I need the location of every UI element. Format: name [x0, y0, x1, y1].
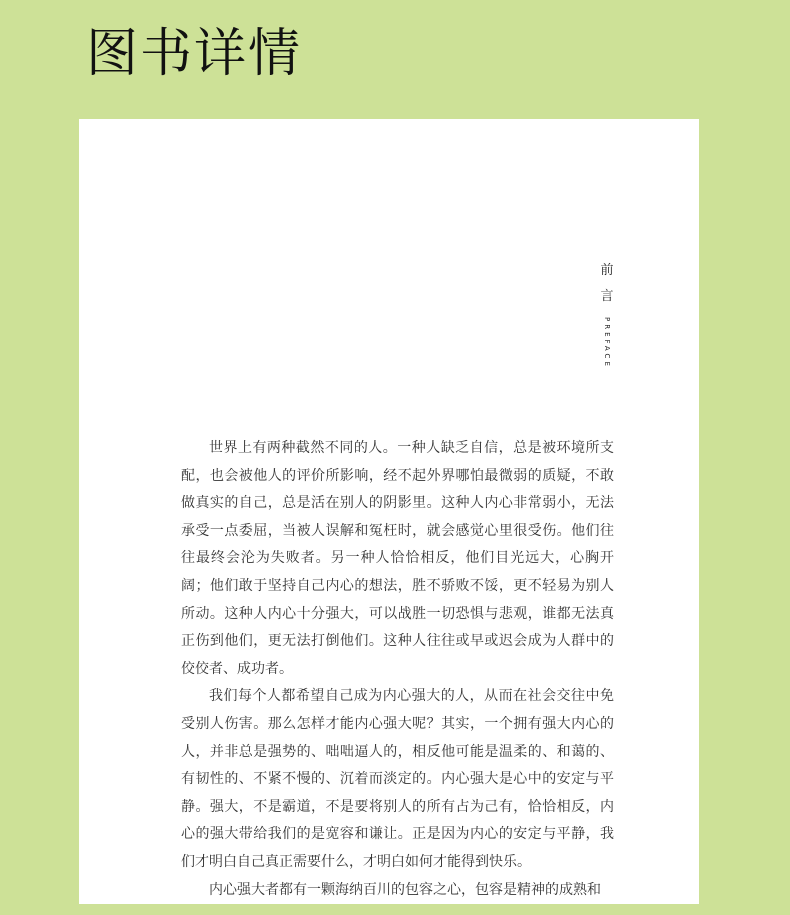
preface-body	[181, 435, 614, 904]
preface-heading	[597, 263, 617, 369]
paragraph: 内心强大者都有一颗海纳百川的包容之心，包容是精神的成熟和	[209, 881, 601, 898]
preface-char-2: 言	[600, 289, 614, 304]
book-page	[79, 119, 699, 904]
paragraph: 我们每个人都希望自己成为内心强大的人，从而在社会交往中免受别人伤害。那么怎样才能内心强大呢？其实，一个拥有强大内心的人，并非总是强势的、咄咄逼人的，相反他可能是温柔的、和蔼的、有韧性的、不紧不慢的、沉着而淡定的。内心强大是心中的安定与平静。强大，不是霸道，不是要将别人的所有占为己有，恰恰相反，内心的强大带给我们的是宽容和谦让。正是因为内心的安定与平静，我们才明白自己真正需要什么，才明白如何才能得到快乐。	[181, 688, 614, 870]
paragraph: 世界上有两种截然不同的人。一种人缺乏自信，总是被环境所支配，也会被他人的评价所影响，经不起外界哪怕最微弱的质疑，不敢做真实的自己，总是活在别人的阴影里。这种人内心非常弱小，无法承受一点委屈，当被人误解和冤枉时，就会感觉心里很受伤。他们往往最终会沦为失败者。另一种人恰恰相反，他们目光远大，心胸开阔；他们敢于坚持自己内心的想法，胜不骄败不馁，更不轻易为别人所动。这种人内心十分强大，可以战胜一切恐惧与悲观，谁都无法真正伤到他们，更无法打倒他们。这种人往往或早或迟会成为人群中的佼佼者、成功者。	[181, 440, 614, 677]
page-title: 图书详情	[86, 24, 303, 84]
preface-char-1: 前	[600, 263, 614, 278]
preface-english-label: PREFACE	[603, 317, 611, 369]
